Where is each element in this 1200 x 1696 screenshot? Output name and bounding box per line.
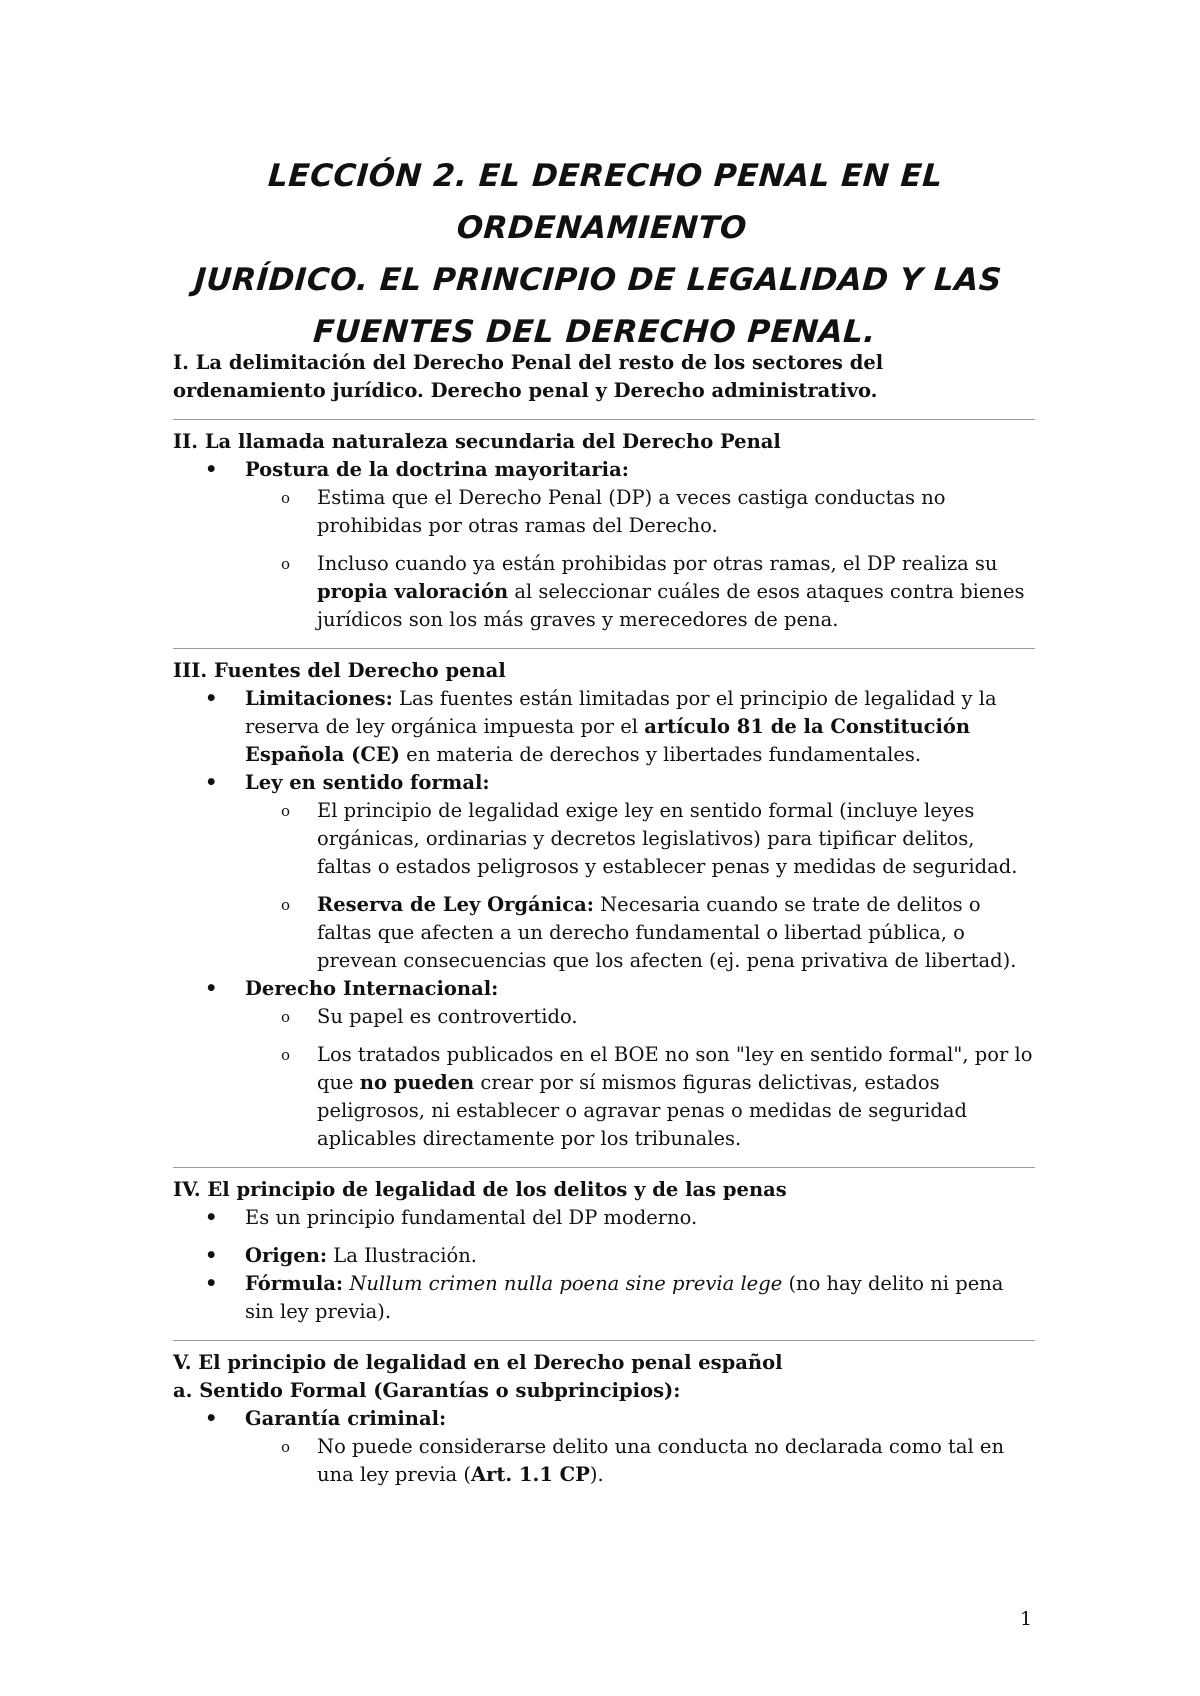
item-text: crear por sí mismos figuras delictivas, estados peligrosos, ni establecer o agravar penas o medidas de seguridad aplicables directamente por los tribunales. (317, 1071, 967, 1150)
item-text: La Ilustración. (327, 1244, 478, 1267)
list-item (173, 1405, 1035, 1489)
bullet-icon: • (205, 1272, 218, 1295)
bullet-label: Limitaciones: (245, 687, 393, 710)
item-text: Es un principio fundamental del DP moderno. (245, 1206, 698, 1229)
item-text: ). (589, 1463, 604, 1486)
sub-list-item (173, 1041, 1035, 1153)
bullet-icon: • (205, 1407, 218, 1430)
title-line-3: FUENTES DEL DERECHO PENAL. (312, 314, 878, 350)
bullet-label: Fórmula: (245, 1272, 344, 1295)
lesson-title (133, 150, 1068, 358)
circle-bullet-icon: o (281, 802, 291, 820)
section-4-list (173, 1204, 1035, 1326)
circle-bullet-icon: o (281, 896, 291, 914)
sub-list-item (173, 1003, 1035, 1031)
sub-list-item (173, 797, 1035, 881)
item-text: Su papel es controvertido. (317, 1005, 578, 1028)
circle-bullet-icon: o (281, 1438, 291, 1456)
section-5-list (173, 1405, 1035, 1489)
bullet-label: Derecho Internacional: (245, 977, 499, 1000)
item-text: al seleccionar cuáles de esos ataques contra bienes jurídicos son los más graves y merecedores de pena. (317, 580, 1025, 631)
section-3-heading: III. Fuentes del Derecho penal (173, 659, 506, 682)
bullet-icon: • (205, 977, 218, 1000)
section-5-heading: V. El principio de legalidad en el Derecho penal español (173, 1351, 783, 1374)
list-item (173, 1270, 1035, 1326)
section-3-list (173, 685, 1035, 1153)
latin-formula: Nullum crimen nulla poena sine previa lege (349, 1272, 783, 1295)
bullet-label: Ley en sentido formal: (245, 771, 490, 794)
list-item (173, 1242, 1035, 1270)
circle-bullet-icon: o (281, 555, 291, 573)
section-divider (173, 648, 1035, 649)
list-item (173, 1204, 1035, 1232)
item-text: Necesaria cuando se trate de delitos o faltas que afecten a un derecho fundamental o libertad pública, o prevean consecuencias que los afecten (ej. pena privativa de libertad). (317, 893, 1017, 972)
item-text: Incluso cuando ya están prohibidas por otras ramas, el DP realiza su (317, 552, 998, 575)
title-line-1: LECCIÓN 2. EL DERECHO PENAL EN EL ORDENAMIENTO (266, 158, 944, 246)
section-4-heading: IV. El principio de legalidad de los delitos y de las penas (173, 1178, 787, 1201)
bullet-icon: • (205, 687, 218, 710)
sub-list-item (173, 484, 1035, 540)
circle-bullet-icon: o (281, 1046, 291, 1064)
bullet-icon: • (205, 771, 218, 794)
section-divider (173, 419, 1035, 420)
sub-list-item (173, 891, 1035, 975)
item-bold-text: Art. 1.1 CP (470, 1463, 590, 1486)
item-bold-text: Reserva de Ley Orgánica: (317, 893, 594, 916)
item-text: en materia de derechos y libertades fundamentales. (399, 743, 922, 766)
section-2-list (173, 456, 1035, 634)
item-bold-text: propia valoración (317, 580, 509, 603)
list-item (173, 769, 1035, 975)
sub-list (245, 484, 1035, 634)
title-line-2: JURÍDICO. EL PRINCIPIO DE LEGALIDAD Y LAS (193, 262, 1004, 298)
sub-list-item (173, 550, 1035, 634)
section-divider (173, 1167, 1035, 1168)
circle-bullet-icon: o (281, 1008, 291, 1026)
section-2-heading: II. La llamada naturaleza secundaria del Derecho Penal (173, 430, 781, 453)
item-bold-text: no pueden (359, 1071, 475, 1094)
bullet-icon: • (205, 1244, 218, 1267)
list-item (173, 975, 1035, 1153)
bullet-icon: • (205, 458, 218, 481)
item-text: (no hay delito ni pena sin ley previa). (245, 1272, 1004, 1323)
document-body (173, 349, 1035, 1489)
list-item (173, 456, 1035, 634)
bullet-label: Garantía criminal: (245, 1407, 447, 1430)
bullet-label: Origen: (245, 1244, 328, 1267)
item-text: Estima que el Derecho Penal (DP) a veces castiga conductas no prohibidas por otras ramas del Derecho. (317, 486, 946, 537)
section-divider (173, 1340, 1035, 1341)
sub-list (245, 1003, 1035, 1153)
sub-list-item (173, 1433, 1035, 1489)
section-1-heading: I. La delimitación del Derecho Penal del resto de los sectores del ordenamiento jurídico. Derecho penal y Derecho administrativo. (173, 351, 884, 402)
sub-list (245, 797, 1035, 975)
item-text: Las fuentes están limitadas por el principio de legalidad y la reserva de ley orgánica impuesta por el (245, 687, 997, 738)
circle-bullet-icon: o (281, 489, 291, 507)
item-text: El principio de legalidad exige ley en sentido formal (incluye leyes orgánicas, ordinarias y decretos legislativos) para tipificar delitos, faltas o estados peligrosos y establecer penas y medidas de seguridad. (317, 799, 1018, 878)
item-text: Los tratados publicados en el BOE no son "ley en sentido formal", por lo que (317, 1043, 1033, 1094)
item-text: No puede considerarse delito una conducta no declarada como tal en una ley previa ( (317, 1435, 1005, 1486)
sub-list (245, 1433, 1035, 1489)
section-5-subheading: a. Sentido Formal (Garantías o subprincipios): (173, 1379, 681, 1402)
item-bold-text: artículo 81 de la Constitución Española (CE) (245, 715, 971, 766)
bullet-icon: • (205, 1206, 218, 1229)
page-number: 1 (1020, 1608, 1033, 1630)
bullet-label: Postura de la doctrina mayoritaria: (245, 458, 629, 481)
list-item (173, 685, 1035, 769)
